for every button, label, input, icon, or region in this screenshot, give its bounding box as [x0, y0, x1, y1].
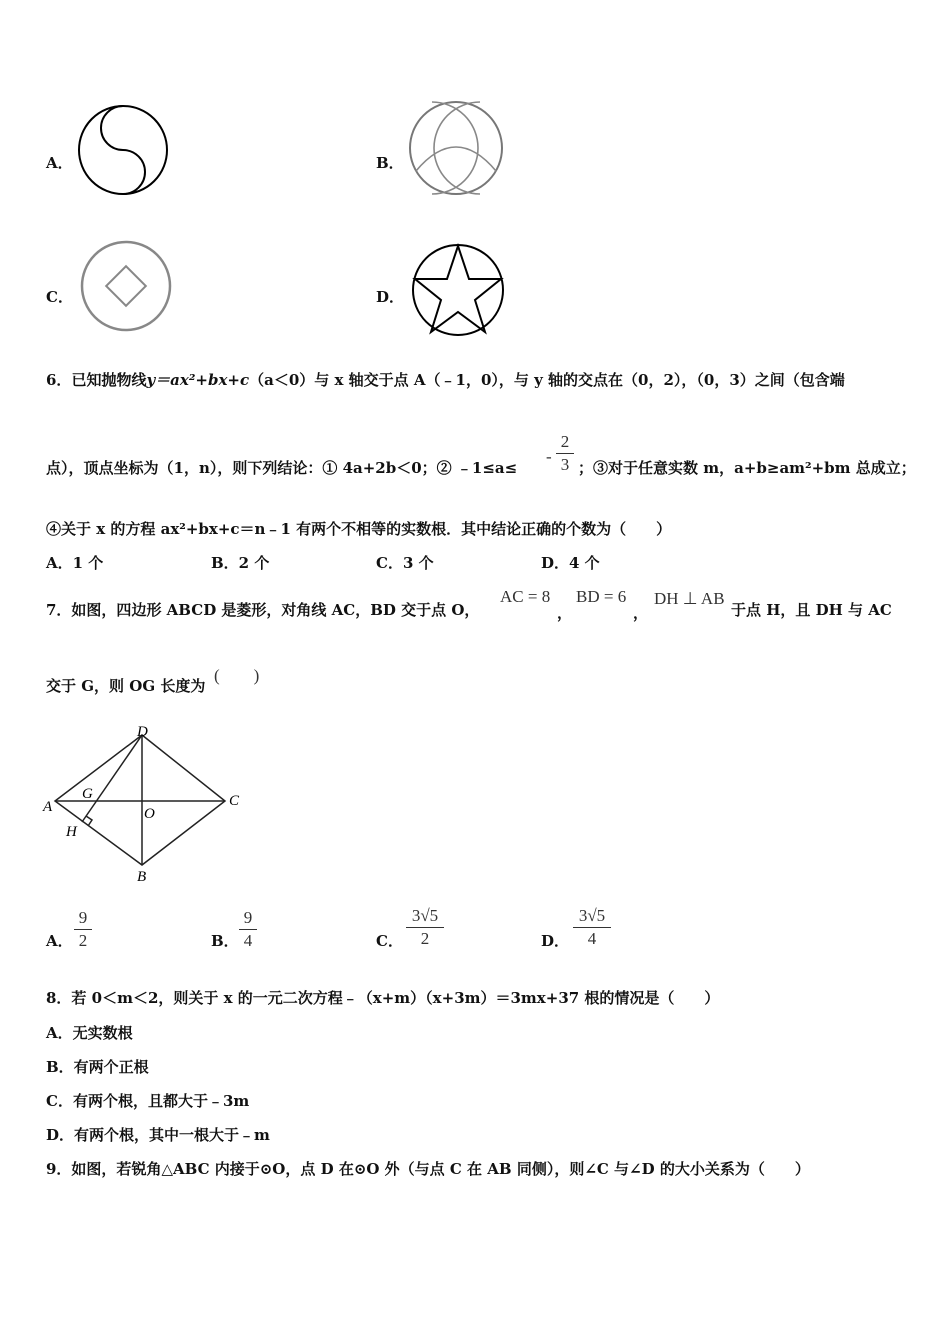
label-g: G — [82, 786, 93, 802]
q7-option-b-fraction — [239, 908, 257, 951]
star-in-circle-icon — [408, 240, 508, 340]
fraction-bar — [573, 927, 611, 928]
q7-option-c-numerator: 3√5 — [411, 906, 439, 925]
q6-line2-a: 点），顶点坐标为（1，n），则下列结论：① 4a+2b＜0；② ﹣1≤a≤ — [46, 459, 518, 477]
coin-square-hole-icon — [76, 236, 176, 336]
q7-option-c-fraction — [406, 906, 444, 949]
q7-option-a-denominator: 2 — [78, 931, 88, 950]
q5-option-c-label: C． — [46, 288, 73, 306]
q7-option-d-numerator: 3√5 — [578, 906, 606, 925]
q7-option-d-label: D． — [541, 932, 570, 950]
q7-option-b-label: B． — [211, 932, 239, 950]
q7-option-b-numerator: 9 — [243, 908, 253, 927]
q7-option-a-numerator: 9 — [78, 908, 88, 927]
q8-option-b: B．有两个正根 — [46, 1058, 149, 1076]
q6-line1-a: 已知抛物线 — [71, 371, 147, 389]
q8-option-a: A．无实数根 — [46, 1024, 133, 1042]
fraction-bar — [239, 929, 257, 930]
q7-condition-ac: AC = 8 — [500, 587, 551, 606]
rhombus-outline — [55, 735, 225, 865]
q6-fraction — [556, 432, 574, 475]
q6-option-c: C．3 个 — [376, 554, 434, 572]
rhombus-figure — [40, 718, 250, 888]
q7-option-a-fraction — [74, 908, 92, 951]
q7-option-d-fraction — [573, 906, 611, 949]
q7-option-c-label: C． — [376, 932, 403, 950]
fraction-bar — [74, 929, 92, 930]
q8-option-c: C．有两个根，且都大于﹣3m — [46, 1092, 250, 1110]
segment-dh — [82, 735, 142, 822]
q8-stem: 8．若 0＜m＜2，则关于 x 的一元二次方程﹣（x+m）（x+3m）＝3mx+37 根的情况是（ ） — [46, 989, 720, 1007]
q7-answer-paren: ( ) — [214, 666, 260, 685]
q6-equation: y＝ax²+bx+c — [146, 371, 250, 389]
q6-fraction-sign: - — [546, 447, 552, 466]
q7-option-d-denominator: 4 — [587, 929, 597, 948]
three-arcs-circle-icon — [404, 98, 508, 198]
q7-condition-bd: BD = 6 — [576, 587, 627, 606]
q5-option-b-label: B． — [376, 154, 404, 172]
q7-option-b-denominator: 4 — [243, 931, 253, 950]
q6-number: 6． — [46, 371, 72, 389]
q6-line2-b: ；③对于任意实数 m，a+b≥am²+bm 总成立； — [578, 459, 916, 477]
label-b: B — [137, 869, 147, 885]
q7-option-c-denominator: 2 — [420, 929, 430, 948]
q6-option-a: A．1 个 — [46, 554, 104, 572]
q6-fraction-denominator: 3 — [560, 455, 570, 474]
q6-fraction-numerator: 2 — [560, 432, 570, 451]
q6-option-d: D．4 个 — [541, 554, 600, 572]
q6-option-b: B．2 个 — [211, 554, 270, 572]
q8-option-d: D．有两个根，其中一根大于﹣m — [46, 1126, 270, 1144]
label-d: D — [137, 724, 148, 740]
q6-line1-b: （a＜0）与 x 轴交于点 A（﹣1，0），与 y 轴的交点在（0，2），（0，3）之间（包含端 — [249, 371, 845, 389]
q7-line2: 交于 G，则 OG 长度为 — [46, 677, 206, 695]
q6-line1 — [46, 370, 845, 390]
label-h: H — [66, 824, 77, 840]
q7-separator-1: ， — [557, 604, 573, 622]
label-c: C — [229, 793, 240, 809]
q7-line1-a: 7．如图，四边形 ABCD 是菱形，对角线 AC，BD 交于点 O， — [46, 601, 480, 619]
q7-separator-2: ， — [633, 604, 649, 622]
label-a: A — [43, 799, 53, 815]
q6-line3: ④关于 x 的方程 ax²+bx+c＝n﹣1 有两个不相等的实数根．其中结论正确的个数为（ ） — [46, 520, 672, 538]
q5-option-a-label: A． — [46, 154, 73, 172]
q7-condition-dh-perp-ab: DH ⊥ AB — [654, 589, 725, 608]
q7-line1-b: 于点 H，且 DH 与 AC — [731, 601, 892, 619]
yin-yang-circle-icon — [74, 102, 174, 202]
fraction-bar — [556, 453, 574, 454]
q7-option-a-label: A． — [46, 932, 73, 950]
q5-option-d-label: D． — [376, 288, 405, 306]
q9-stem: 9．如图，若锐角△ABC 内接于⊙O，点 D 在⊙O 外（与点 C 在 AB 同侧），则∠C 与∠D 的大小关系为（ ） — [46, 1160, 810, 1178]
fraction-bar — [406, 927, 444, 928]
label-o: O — [144, 806, 155, 822]
